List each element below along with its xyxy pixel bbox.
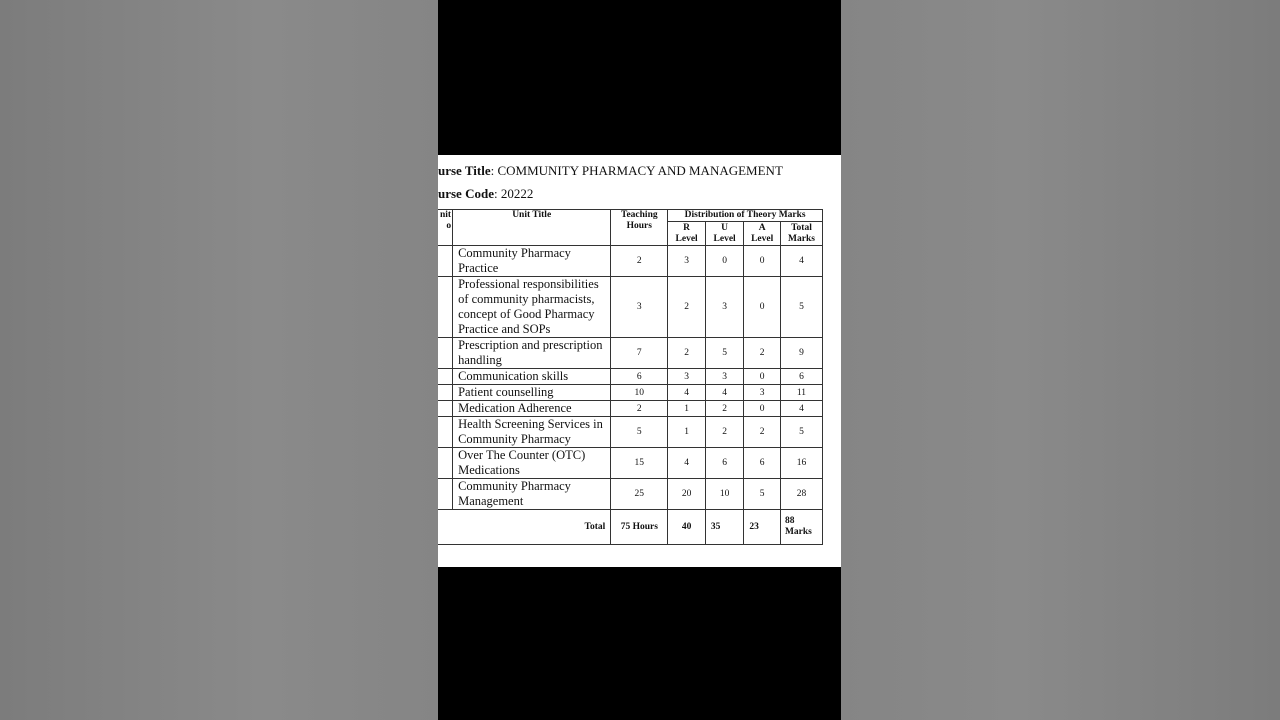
hours-cell: 2	[611, 246, 668, 277]
table-row	[438, 401, 823, 417]
table-row	[438, 369, 823, 385]
blurred-background-right	[841, 0, 1280, 720]
unit-no-cell	[438, 246, 453, 277]
header-distribution: Distribution of Theory Marks	[668, 210, 823, 222]
a-level-cell: 6	[744, 448, 781, 479]
hours-cell: 7	[611, 338, 668, 369]
total-u-level: 35	[705, 510, 743, 545]
unit-title-cell: Health Screening Services in Community Pharmacy	[453, 417, 611, 448]
unit-no-cell	[438, 417, 453, 448]
total-marks-cell: 4	[780, 246, 822, 277]
unit-no-cell	[438, 385, 453, 401]
a-level-cell: 5	[744, 479, 781, 510]
video-frame	[438, 0, 841, 720]
total-marks-cell: 16	[780, 448, 822, 479]
r-level-cell: 3	[668, 369, 706, 385]
unit-no-cell	[438, 369, 453, 385]
course-code-label: urse Code	[438, 186, 494, 201]
header-r-level: R Level	[668, 222, 706, 246]
total-row	[438, 510, 823, 545]
unit-title-cell: Over The Counter (OTC) Medications	[453, 448, 611, 479]
u-level-cell: 0	[705, 246, 743, 277]
total-marks-cell: 28	[780, 479, 822, 510]
hours-cell: 3	[611, 277, 668, 338]
total-marks-cell: 11	[780, 385, 822, 401]
a-level-cell: 0	[744, 277, 781, 338]
u-level-cell: 6	[705, 448, 743, 479]
u-level-cell: 10	[705, 479, 743, 510]
header-total-marks: Total Marks	[780, 222, 822, 246]
unit-no-cell	[438, 277, 453, 338]
unit-no-cell	[438, 448, 453, 479]
total-marks-cell: 6	[780, 369, 822, 385]
hours-cell: 15	[611, 448, 668, 479]
header-unit-no: nit o	[438, 210, 453, 246]
table-row	[438, 277, 823, 338]
hours-cell: 25	[611, 479, 668, 510]
r-level-cell: 2	[668, 277, 706, 338]
total-label: Total	[438, 510, 611, 545]
document-page	[438, 155, 841, 567]
a-level-cell: 3	[744, 385, 781, 401]
course-code-value: : 20222	[493, 186, 534, 201]
r-level-cell: 1	[668, 417, 706, 448]
course-title-label: urse Title	[438, 163, 491, 178]
hours-cell: 6	[611, 369, 668, 385]
unit-no-cell	[438, 338, 453, 369]
unit-title-cell: Patient counselling	[453, 385, 611, 401]
table-row	[438, 338, 823, 369]
total-marks-cell: 9	[780, 338, 822, 369]
table-row	[438, 417, 823, 448]
total-marks: 88 Marks	[780, 510, 822, 545]
table-row	[438, 246, 823, 277]
a-level-cell: 2	[744, 338, 781, 369]
r-level-cell: 2	[668, 338, 706, 369]
theory-marks-table	[438, 209, 823, 545]
r-level-cell: 1	[668, 401, 706, 417]
u-level-cell: 5	[705, 338, 743, 369]
a-level-cell: 2	[744, 417, 781, 448]
total-a-level: 23	[744, 510, 781, 545]
a-level-cell: 0	[744, 401, 781, 417]
blurred-background-left	[0, 0, 438, 720]
total-marks-cell: 4	[780, 401, 822, 417]
table-row	[438, 479, 823, 510]
r-level-cell: 4	[668, 448, 706, 479]
u-level-cell: 4	[705, 385, 743, 401]
u-level-cell: 3	[705, 277, 743, 338]
course-title-value: : COMMUNITY PHARMACY AND MANAGEMENT	[490, 163, 783, 178]
unit-no-cell	[438, 401, 453, 417]
unit-no-cell	[438, 479, 453, 510]
total-hours: 75 Hours	[611, 510, 668, 545]
u-level-cell: 2	[705, 417, 743, 448]
total-marks-cell: 5	[780, 417, 822, 448]
a-level-cell: 0	[744, 246, 781, 277]
unit-title-cell: Medication Adherence	[453, 401, 611, 417]
table-row	[438, 448, 823, 479]
header-teaching-hours: Teaching Hours	[611, 210, 668, 246]
u-level-cell: 2	[705, 401, 743, 417]
header-a-level: A Level	[744, 222, 781, 246]
unit-title-cell: Professional responsibilities of community pharmacists, concept of Good Pharmacy Practice and SOPs	[453, 277, 611, 338]
unit-title-cell: Prescription and prescription handling	[453, 338, 611, 369]
hours-cell: 10	[611, 385, 668, 401]
r-level-cell: 20	[668, 479, 706, 510]
a-level-cell: 0	[744, 369, 781, 385]
table-row	[438, 385, 823, 401]
r-level-cell: 3	[668, 246, 706, 277]
unit-title-cell: Community Pharmacy Practice	[453, 246, 611, 277]
total-marks-cell: 5	[780, 277, 822, 338]
unit-title-cell: Communication skills	[453, 369, 611, 385]
header-u-level: U Level	[705, 222, 743, 246]
hours-cell: 5	[611, 417, 668, 448]
hours-cell: 2	[611, 401, 668, 417]
total-r-level: 40	[668, 510, 706, 545]
u-level-cell: 3	[705, 369, 743, 385]
r-level-cell: 4	[668, 385, 706, 401]
unit-title-cell: Community Pharmacy Management	[453, 479, 611, 510]
course-title-line	[438, 163, 783, 179]
course-code-line	[438, 186, 533, 202]
header-unit-title: Unit Title	[453, 210, 611, 246]
